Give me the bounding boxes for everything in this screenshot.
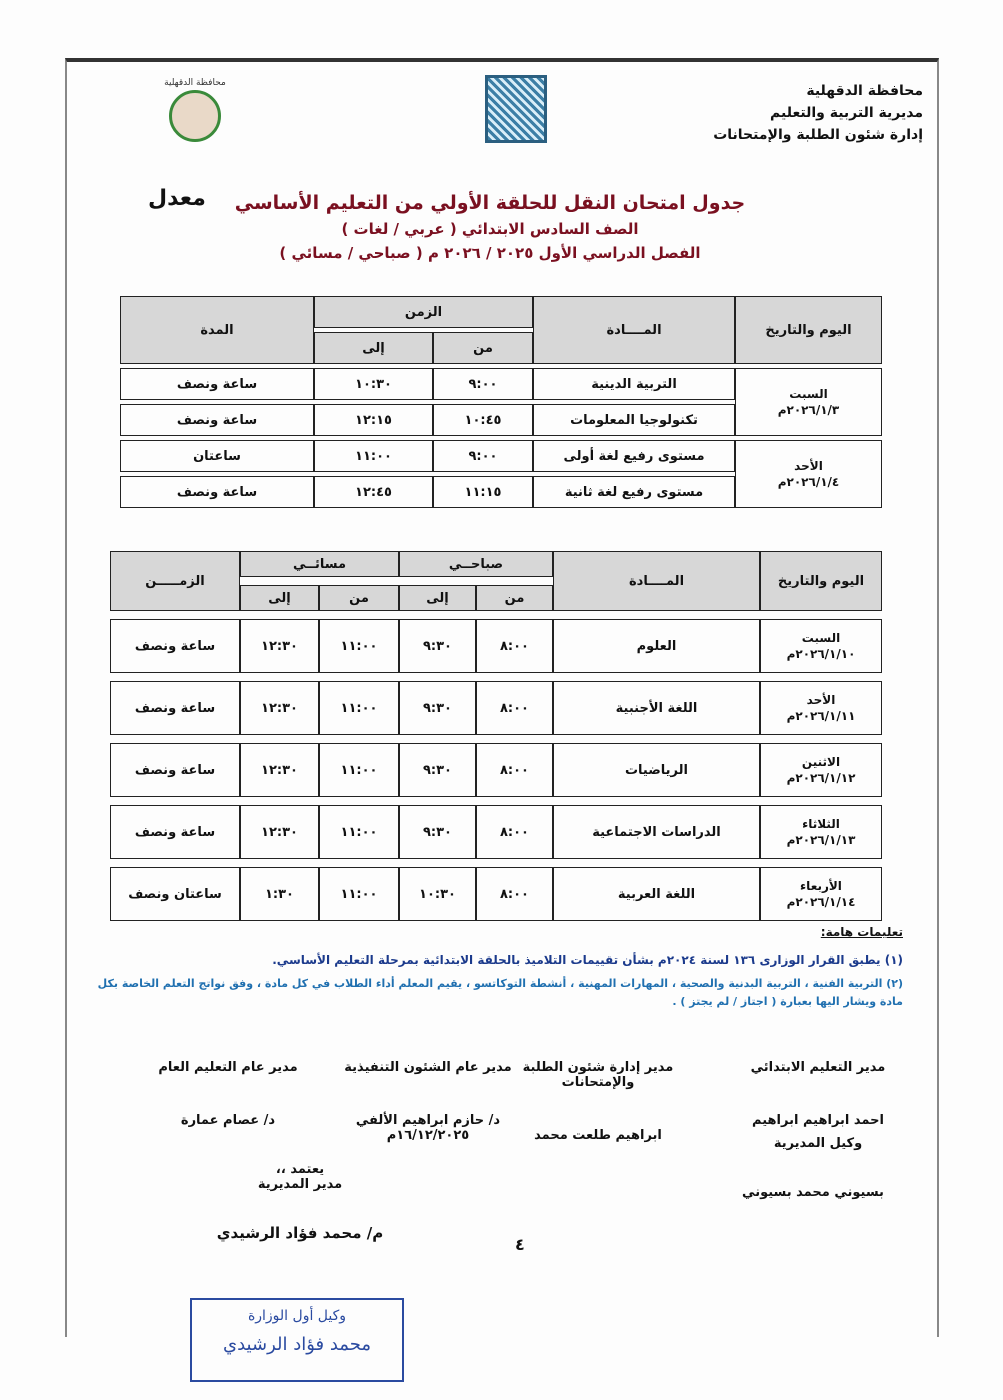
subject-cell: مستوى رفيع لغة ثانية	[533, 476, 735, 508]
subject-cell: الدراسات الاجتماعية	[553, 805, 760, 859]
day-date: ٢٠٢٦/١/١٢م	[786, 771, 856, 785]
signature-scribble	[493, 1090, 703, 1128]
subject-cell: اللغة العربية	[553, 867, 760, 921]
from-cell: ١٠:٤٥	[433, 404, 533, 436]
subject-cell: الرياضيات	[553, 743, 760, 797]
col-from: من	[319, 585, 399, 611]
e-from-cell: ١١:٠٠	[319, 743, 399, 797]
table-row	[120, 368, 882, 400]
signature-role: مدير التعليم الابتدائي	[750, 1060, 886, 1075]
duration-cell: ساعة ونصف	[110, 681, 240, 735]
note-item: (١) يطبق القرار الوزارى ١٣٦ لسنة ٢٠٢٤م بشأن تقييمات التلاميذ بالحلقة الابتدائية بمرحلة التعليم الأساسي.	[272, 953, 903, 967]
title-line: جدول امتحان النقل للحلقة الأولي من التعليم الأساسي	[234, 192, 746, 214]
col-time: الزمن	[314, 296, 533, 328]
day-name: الأحد	[794, 459, 823, 473]
col-day: اليوم والتاريخ	[735, 296, 882, 364]
from-cell: ٩:٠٠	[433, 368, 533, 400]
m-to-cell: ٩:٣٠	[399, 743, 476, 797]
day-cell	[760, 619, 882, 673]
m-from-cell: ٨:٠٠	[476, 681, 553, 735]
governorate-logo	[135, 78, 255, 148]
notes-heading: تعليمات هامة:	[820, 925, 903, 939]
stamp-line: محمد فؤاد الرشيدي	[223, 1334, 371, 1355]
m-to-cell: ٩:٣٠	[399, 805, 476, 859]
signature-role: مدير عام الشئون التنفيذية	[344, 1060, 512, 1075]
signature-block	[333, 1060, 523, 1143]
signature-date: ١٦/١٢/٢٠٢٥م	[386, 1128, 470, 1143]
day-cell	[760, 805, 882, 859]
day-cell	[735, 368, 882, 436]
subject-cell: اللغة الأجنبية	[553, 681, 760, 735]
approval-role: مدير المديرية	[257, 1177, 343, 1192]
day-date: ٢٠٢٦/١/١٤م	[786, 895, 856, 909]
e-from-cell: ١١:٠٠	[319, 681, 399, 735]
official-stamp	[190, 1298, 404, 1382]
col-from: من	[433, 332, 533, 364]
col-duration: المدة	[120, 296, 314, 364]
signature-name: احمد ابراهيم ابراهيم	[752, 1113, 884, 1128]
table-row	[110, 867, 882, 921]
table-row	[110, 619, 882, 673]
table-row	[110, 681, 882, 735]
day-name: الأحد	[806, 693, 836, 707]
duration-cell: ساعة ونصف	[120, 368, 314, 400]
m-from-cell: ٨:٠٠	[476, 867, 553, 921]
day-date: ٢٠٢٦/١/٣م	[777, 403, 840, 417]
logo-text: محافظة الدقهلية	[164, 78, 226, 88]
day-date: ٢٠٢٦/١/١١م	[786, 709, 856, 723]
day-name: السبت	[801, 631, 841, 645]
to-cell: ١٢:١٥	[314, 404, 433, 436]
m-to-cell: ٩:٣٠	[399, 681, 476, 735]
e-to-cell: ١٢:٣٠	[240, 743, 319, 797]
col-evening: مسائــي	[240, 551, 399, 577]
m-from-cell: ٨:٠٠	[476, 743, 553, 797]
approval-label: يعتمد ،،	[275, 1162, 325, 1177]
org-line: إدارة شئون الطلبة والإمتحانات	[713, 127, 923, 143]
signature-scribble	[143, 1075, 313, 1113]
e-to-cell: ١٢:٣٠	[240, 805, 319, 859]
subject-cell: مستوى رفيع لغة أولى	[533, 440, 735, 472]
emblem-icon	[169, 90, 221, 142]
modified-label: معدل	[148, 186, 206, 211]
signature-title: وكيل المديرية	[773, 1136, 863, 1151]
duration-cell: ساعتان	[120, 440, 314, 472]
day-cell	[760, 867, 882, 921]
m-from-cell: ٨:٠٠	[476, 619, 553, 673]
e-to-cell: ١٢:٣٠	[240, 681, 319, 735]
signature-role: مدير إدارة شئون الطلبة والإمتحانات	[522, 1060, 674, 1090]
day-name: الثلاثاء	[802, 817, 840, 831]
approval-block	[200, 1162, 400, 1242]
document-title	[200, 192, 780, 268]
subject-cell: العلوم	[553, 619, 760, 673]
signature-block	[723, 1060, 913, 1151]
subject-cell: التربية الدينية	[533, 368, 735, 400]
col-to: إلى	[314, 332, 433, 364]
organization-header	[713, 80, 923, 146]
from-cell: ١١:١٥	[433, 476, 533, 508]
day-date: ٢٠٢٦/١/٤م	[777, 475, 840, 489]
signature-name: ابراهيم طلعت محمد	[534, 1128, 662, 1143]
day-name: الاثنين	[801, 755, 841, 769]
title-line: الفصل الدراسي الأول ٢٠٢٥ / ٢٠٢٦ م ( صباحي / مسائي )	[279, 244, 701, 262]
subject-cell: تكنولوجيا المعلومات	[533, 404, 735, 436]
m-from-cell: ٨:٠٠	[476, 805, 553, 859]
qr-code-icon	[485, 75, 547, 143]
duration-cell: ساعة ونصف	[110, 743, 240, 797]
table-row	[110, 743, 882, 797]
approval-name: م/ محمد فؤاد الرشيدي	[216, 1224, 384, 1242]
to-cell: ١٠:٣٠	[314, 368, 433, 400]
important-notes	[83, 925, 903, 1011]
m-to-cell: ١٠:٣٠	[399, 867, 476, 921]
col-day: اليوم والتاريخ	[760, 551, 882, 611]
table-row	[110, 805, 882, 859]
day-date: ٢٠٢٦/١/١٠م	[786, 647, 856, 661]
col-subject: المــــادة	[533, 296, 735, 364]
day-name: السبت	[789, 387, 828, 401]
signature-block	[493, 1060, 703, 1143]
signature-name: د/ حازم ابراهيم الألفي	[355, 1113, 501, 1128]
col-morning: صباحــي	[399, 551, 553, 577]
undersecretary-signature: بسيوني محمد بسيوني	[742, 1185, 884, 1200]
signature-scribble	[723, 1075, 913, 1113]
to-cell: ١٢:٤٥	[314, 476, 433, 508]
duration-cell: ساعة ونصف	[110, 619, 240, 673]
col-duration: الزمـــــن	[110, 551, 240, 611]
duration-cell: ساعة ونصف	[120, 476, 314, 508]
schedule-table-2	[110, 543, 882, 929]
e-from-cell: ١١:٠٠	[319, 867, 399, 921]
page-number: ٤	[515, 1235, 525, 1254]
signature-name: د/ عصام عمارة	[180, 1113, 276, 1128]
col-subject: المــــادة	[553, 551, 760, 611]
col-to: إلى	[240, 585, 319, 611]
m-to-cell: ٩:٣٠	[399, 619, 476, 673]
signature-block	[143, 1060, 313, 1128]
stamp-line: وكيل أول الوزارة	[247, 1308, 347, 1324]
org-line: محافظة الدقهلية	[806, 83, 923, 99]
duration-cell: ساعة ونصف	[120, 404, 314, 436]
note-item: (٢) التربية الفنية ، التربية البدنية والصحية ، المهارات المهنية ، أنشطة التوكاتسو ، يقيم المعلم أداء الطلاب في كل مادة ، وفق نواتج التعلم الخاصة بكل مادة ويشار اليها بعبارة ( اجتاز / لم يجتز ) .	[97, 977, 903, 1008]
signature-scribble	[200, 1192, 400, 1224]
signature-scribble	[333, 1075, 523, 1113]
col-to: إلى	[399, 585, 476, 611]
day-date: ٢٠٢٦/١/١٣م	[786, 833, 856, 847]
e-from-cell: ١١:٠٠	[319, 619, 399, 673]
day-cell	[760, 743, 882, 797]
schedule-table-1	[120, 292, 882, 512]
from-cell: ٩:٠٠	[433, 440, 533, 472]
duration-cell: ساعتان ونصف	[110, 867, 240, 921]
day-cell	[760, 681, 882, 735]
org-line: مديرية التربية والتعليم	[770, 105, 923, 121]
signature-role: مدير عام التعليم العام	[158, 1060, 298, 1075]
day-cell	[735, 440, 882, 508]
to-cell: ١١:٠٠	[314, 440, 433, 472]
col-from: من	[476, 585, 553, 611]
e-from-cell: ١١:٠٠	[319, 805, 399, 859]
title-line: الصف السادس الابتدائي ( عربي / لغات )	[341, 220, 639, 238]
table-row	[120, 440, 882, 472]
e-to-cell: ١٢:٣٠	[240, 619, 319, 673]
day-name: الأربعاء	[800, 879, 842, 893]
e-to-cell: ١:٣٠	[240, 867, 319, 921]
duration-cell: ساعة ونصف	[110, 805, 240, 859]
